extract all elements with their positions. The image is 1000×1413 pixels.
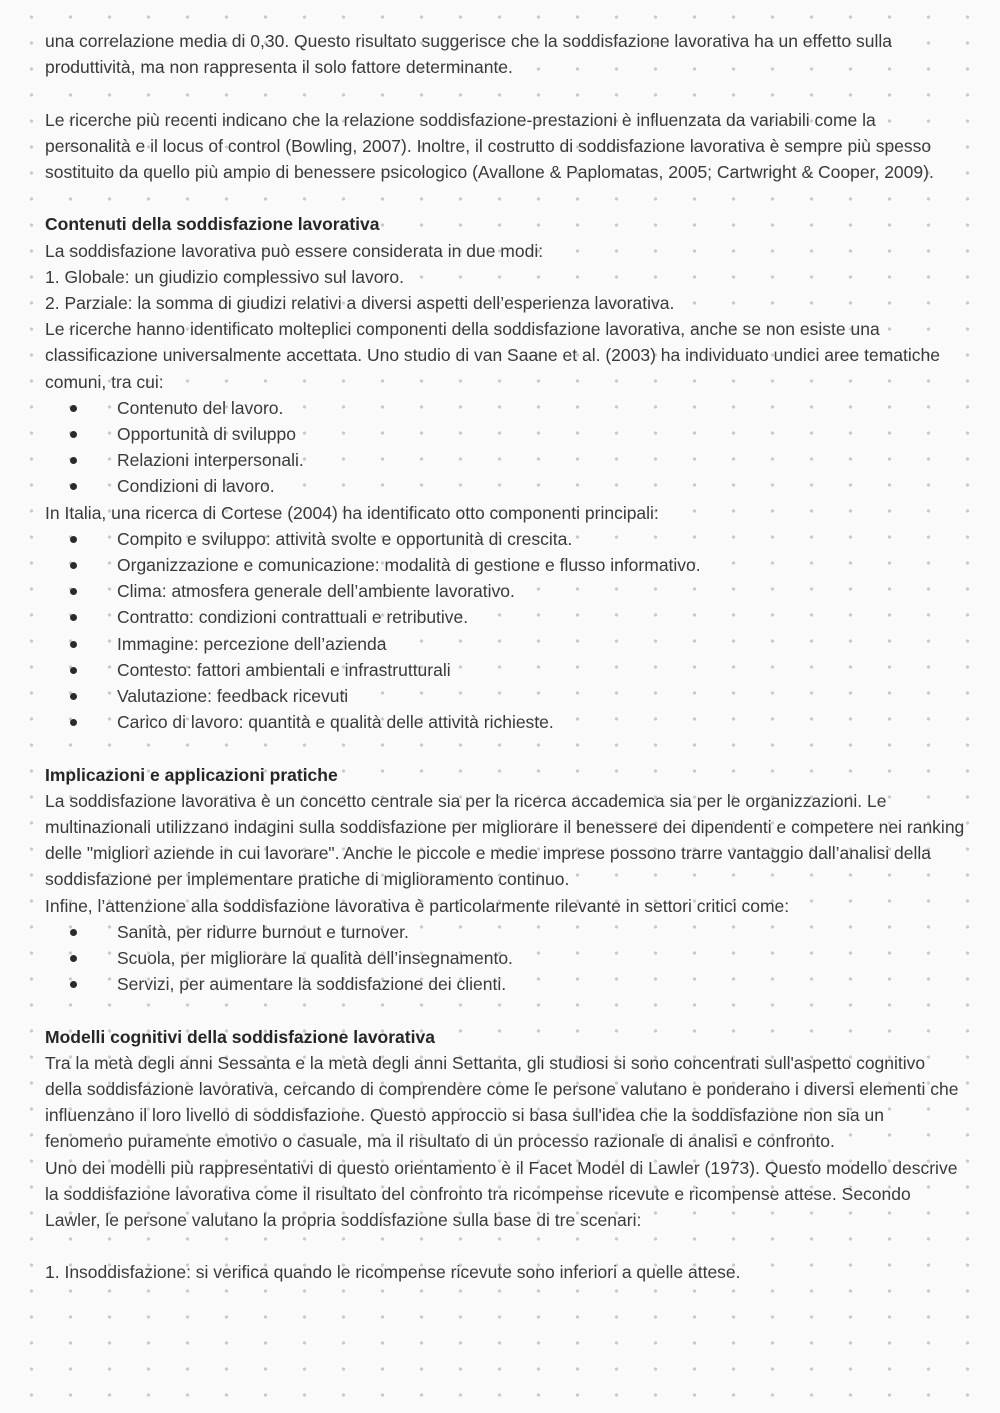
section-heading-contenuti: Contenuti della soddisfazione lavorativa — [45, 214, 380, 235]
list-item: Sanità, per ridurre burnout e turnover. — [45, 919, 965, 945]
spacer — [45, 997, 965, 1023]
section-heading-implicazioni: Implicazioni e applicazioni pratiche — [45, 764, 338, 785]
list-item: Scuola, per migliorare la qualità dell’insegnamento. — [45, 945, 965, 971]
settori-list — [45, 919, 965, 998]
contenuti-intro: La soddisfazione lavorativa può essere considerata in due modi: — [45, 240, 544, 261]
spacer — [45, 185, 965, 211]
intro-paragraph-2: Le ricerche più recenti indicano che la relazione soddisfazione-prestazioni è influenzata da variabili come la personalità e il locus of control (Bowling, 2007). Inoltre, il costrutto di soddisfazione lavorativa è sempre più spesso sostituito da quello più ampio di benessere psicologico (Avallone & Paplomatas, 2005; Cartwright & Cooper, 2009). — [45, 109, 934, 182]
list-item: Contenuto del lavoro. — [45, 395, 965, 421]
list-item: Clima: atmosfera generale dell’ambiente lavorativo. — [45, 578, 965, 604]
list-item: Immagine: percezione dell’azienda — [45, 631, 965, 657]
modelli-paragraph: Tra la metà degli anni Sessanta e la metà degli anni Settanta, gli studiosi si sono concentrati sull'aspetto cognitivo della soddisfazione lavorativa, cercando di comprendere come le persone valutano e ponderano i diversi elementi che influenzano il loro livello di soddisfazione. Questo approccio si basa sull'idea che la soddisfazione non sia un fenomeno puramente emotivo o casuale, ma il risultato di un processo razionale di analisi e confronto. — [45, 1052, 959, 1152]
contenuti-paragraph: Le ricerche hanno identificato molteplici componenti della soddisfazione lavorativa, anche se non esiste una classificazione universalmente accettata. Uno studio di van Saane et al. (2003) ha individuato undici aree tematiche comuni, tra cui: — [45, 319, 940, 392]
document-page — [45, 28, 965, 1286]
contenuti-item-parziale: 2. Parziale: la somma di giudizi relativi a diversi aspetti dell’esperienza lavorativa. — [45, 293, 675, 313]
modelli-paragraph-2: Uno dei modelli più rappresentativi di questo orientamento è il Facet Model di Lawler (1973). Questo modello descrive la soddisfazione lavorativa come il risultato del confronto tra ricompense ricevute e ricompense attese. Secondo Lawler, le persone valutano la propria soddisfazione sulla base di tre scenari: — [45, 1157, 958, 1231]
componenti-list — [45, 526, 965, 736]
list-item: Condizioni di lavoro. — [45, 473, 965, 499]
list-item: Servizi, per aumentare la soddisfazione dei clienti. — [45, 971, 965, 997]
intro-paragraph-1: una correlazione media di 0,30. Questo risultato suggerisce che la soddisfazione lavorativa ha un effetto sulla produttività, ma non rappresenta il solo fattore determinante. — [45, 31, 892, 78]
implicazioni-paragraph-2: Infine, l’attenzione alla soddisfazione lavorativa è particolarmente rilevante in settori critici come: — [45, 895, 790, 916]
list-item: Carico di lavoro: quantità e qualità delle attività richieste. — [45, 709, 965, 735]
list-item: Relazioni interpersonali. — [45, 447, 965, 473]
spacer — [45, 80, 965, 106]
list-item: Valutazione: feedback ricevuti — [45, 683, 965, 709]
list-item: Compito e sviluppo: attività svolte e opportunità di crescita. — [45, 526, 965, 552]
list-item: Organizzazione e comunicazione: modalità di gestione e flusso informativo. — [45, 552, 965, 578]
implicazioni-paragraph: La soddisfazione lavorativa è un concetto centrale sia per la ricerca accademica sia per le organizzazioni. Le multinazionali utilizzano indagini sulla soddisfazione per migliorare il benessere dei dipendenti e competere nei ranking delle "migliori aziende in cui lavorare". Anche le piccole e medie imprese possono trarre vantaggio dall’analisi della soddisfazione per implementare pratiche di miglioramento continuo. — [45, 790, 965, 890]
modelli-scenario-1: 1. Insoddisfazione: si verifica quando le ricompense ricevute sono inferiori a quelle attese. — [45, 1262, 741, 1283]
spacer — [45, 735, 965, 761]
list-item: Contesto: fattori ambientali e infrastrutturali — [45, 657, 965, 683]
spacer — [45, 1233, 965, 1259]
cortese-intro: In Italia, una ricerca di Cortese (2004) ha identificato otto componenti principali: — [45, 502, 659, 523]
section-heading-modelli: Modelli cognitivi della soddisfazione lavorativa — [45, 1026, 435, 1047]
list-item: Contratto: condizioni contrattuali e retributive. — [45, 604, 965, 630]
contenuti-item-globale: 1. Globale: un giudizio complessivo sul lavoro. — [45, 266, 404, 287]
list-item: Opportunità di sviluppo — [45, 421, 965, 447]
aree-tematiche-list — [45, 395, 965, 500]
